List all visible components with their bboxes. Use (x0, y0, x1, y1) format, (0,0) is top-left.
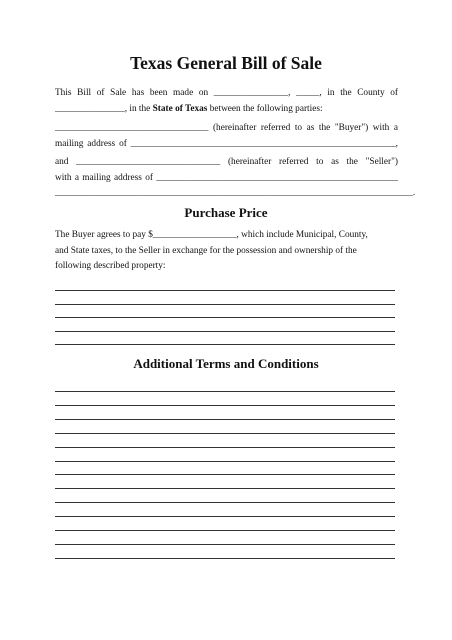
seller-line-1: and _______________________________ (hereinafter referred to as the "Seller") (55, 157, 398, 167)
blank-line (55, 331, 395, 332)
blank-line (55, 516, 395, 517)
seller-paragraph (55, 155, 416, 202)
blank-line (55, 530, 395, 531)
buyer-line-1: _________________________________ (hereinafter referred to as the "Buyer") with a (55, 123, 398, 133)
buyer-paragraph (55, 121, 398, 152)
property-description-lines (55, 290, 395, 350)
intro-line-2-suffix: between the following parties: (207, 103, 323, 114)
blank-line (55, 344, 395, 345)
blank-line (55, 317, 395, 318)
blank-line (55, 405, 395, 406)
purchase-line-2: and State taxes, to the Seller in exchange for the possession and ownership of the (55, 245, 357, 256)
blank-line (55, 290, 395, 291)
blank-line (55, 419, 395, 420)
additional-terms-heading: Additional Terms and Conditions (133, 356, 319, 371)
blank-line (55, 304, 395, 305)
document-title: Texas General Bill of Sale (130, 53, 322, 73)
blank-line (55, 433, 395, 434)
intro-line-2 (55, 102, 398, 118)
seller-line-2: with a mailing address of ____________________________________________________ (55, 172, 398, 183)
blank-line (55, 544, 395, 545)
blank-line (55, 558, 395, 559)
state-of-texas: State of Texas (152, 103, 208, 114)
blank-line (55, 502, 395, 503)
intro-paragraph (55, 86, 398, 117)
blank-line (55, 488, 395, 489)
blank-line (55, 461, 395, 462)
seller-line-3: _____________________________________________________________________________. (55, 188, 416, 198)
purchase-price-heading: Purchase Price (184, 205, 268, 220)
intro-line-2-prefix: _______________, in the (55, 103, 153, 114)
blank-line (55, 391, 395, 392)
purchase-price-paragraph (55, 228, 398, 275)
blank-line (55, 474, 395, 475)
purchase-line-1: The Buyer agrees to pay $__________________, which include Municipal, County, (55, 230, 368, 240)
additional-terms-lines (55, 391, 395, 571)
buyer-line-2: mailing address of _________________________________________________________, (55, 138, 398, 149)
purchase-line-3: following described property: (55, 261, 166, 271)
intro-line-1: This Bill of Sale has been made on ________________, _____, in the County of (55, 88, 398, 98)
blank-line (55, 447, 395, 448)
